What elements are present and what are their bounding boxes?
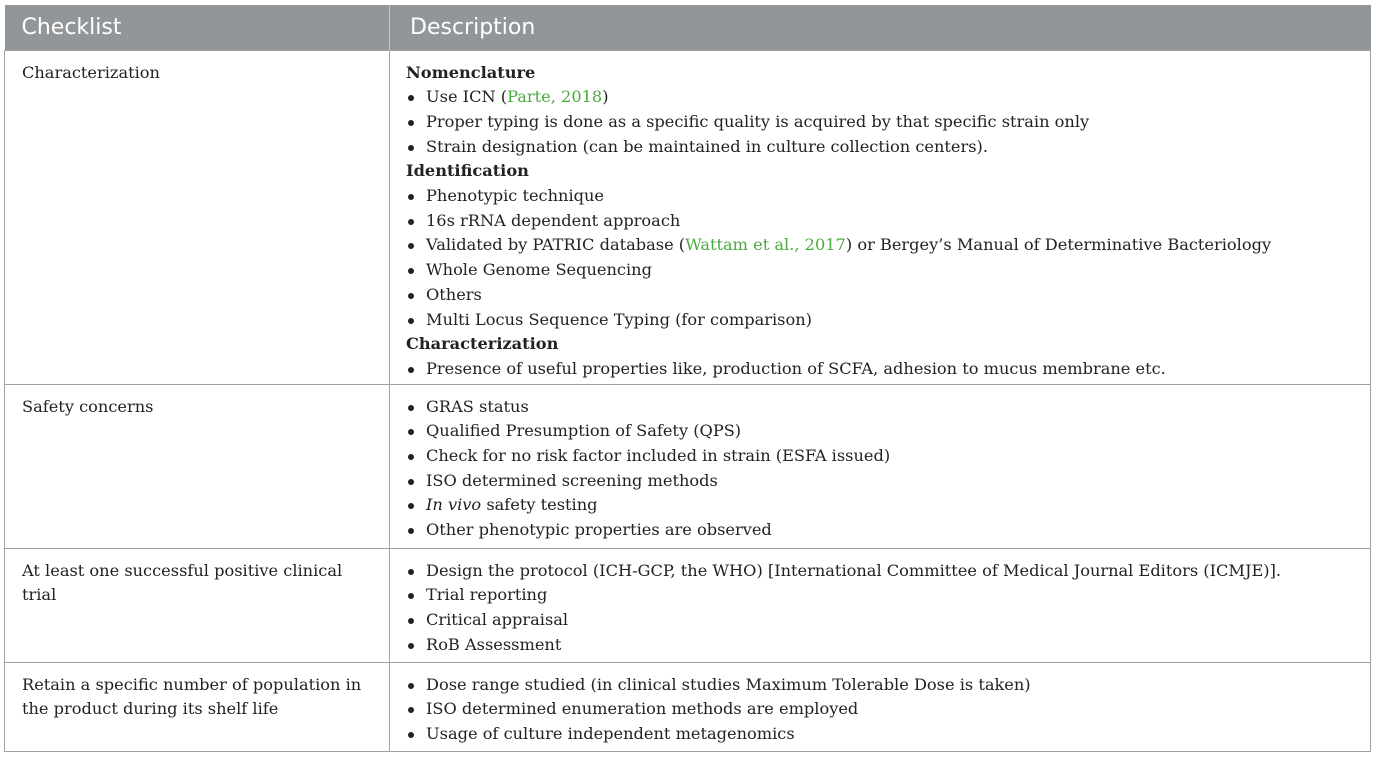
checklist-cell: At least one successful positive clinical trial xyxy=(5,548,390,662)
list-item: Use ICN (Parte, 2018) xyxy=(406,85,1356,110)
checklist-cell: Retain a specific number of population in the product during its shelf life xyxy=(5,662,390,751)
bullet-list xyxy=(406,559,1356,658)
list-item: Usage of culture independent metagenomics xyxy=(406,722,1356,747)
column-header-description: Description xyxy=(390,5,1371,50)
table-row xyxy=(5,662,1371,751)
checklist-cell: Safety concerns xyxy=(5,384,390,548)
list-item: In vivo safety testing xyxy=(406,493,1356,518)
bullet-list xyxy=(406,184,1356,332)
list-item: 16s rRNA dependent approach xyxy=(406,209,1356,234)
table-row xyxy=(5,548,1371,662)
list-item: Qualified Presumption of Safety (QPS) xyxy=(406,419,1356,444)
bullet-list xyxy=(406,673,1356,747)
list-item: GRAS status xyxy=(406,395,1356,420)
list-item: Dose range studied (in clinical studies Maximum Tolerable Dose is taken) xyxy=(406,673,1356,698)
list-item: Critical appraisal xyxy=(406,608,1356,633)
list-item: Strain designation (can be maintained in culture collection centers). xyxy=(406,135,1356,160)
list-item: Whole Genome Sequencing xyxy=(406,258,1356,283)
list-item: RoB Assessment xyxy=(406,633,1356,658)
description-cell xyxy=(390,384,1371,548)
list-item: ISO determined enumeration methods are employed xyxy=(406,697,1356,722)
description-cell xyxy=(390,662,1371,751)
column-header-checklist: Checklist xyxy=(5,5,390,50)
list-item: Multi Locus Sequence Typing (for comparison) xyxy=(406,308,1356,333)
list-item: Validated by PATRIC database (Wattam et al., 2017) or Bergey’s Manual of Determinative Bacteriology xyxy=(406,233,1356,258)
checklist-cell: Characterization xyxy=(5,50,390,384)
list-item: Phenotypic technique xyxy=(406,184,1356,209)
table-header-row xyxy=(5,5,1371,50)
bullet-list xyxy=(406,357,1356,382)
checklist-table xyxy=(4,5,1371,752)
list-item: ISO determined screening methods xyxy=(406,469,1356,494)
list-item: Other phenotypic properties are observed xyxy=(406,518,1356,543)
list-item: Proper typing is done as a specific quality is acquired by that specific strain only xyxy=(406,110,1356,135)
list-item: Check for no risk factor included in strain (ESFA issued) xyxy=(406,444,1356,469)
table-row xyxy=(5,384,1371,548)
list-item: Design the protocol (ICH-GCP, the WHO) [International Committee of Medical Journal Editors (ICMJE)]. xyxy=(406,559,1356,584)
citation-link[interactable]: Parte, 2018 xyxy=(507,87,603,107)
bullet-list xyxy=(406,395,1356,543)
section-heading: Nomenclature xyxy=(406,62,536,82)
bullet-list xyxy=(406,85,1356,159)
list-item: Trial reporting xyxy=(406,583,1356,608)
table-row xyxy=(5,50,1371,384)
citation-link[interactable]: Wattam et al., 2017 xyxy=(685,235,846,255)
description-cell xyxy=(390,548,1371,662)
description-cell xyxy=(390,50,1371,384)
list-item: Others xyxy=(406,283,1356,308)
list-item: Presence of useful properties like, production of SCFA, adhesion to mucus membrane etc. xyxy=(406,357,1356,382)
section-heading: Identification xyxy=(406,161,529,181)
section-heading: Characterization xyxy=(406,334,559,354)
